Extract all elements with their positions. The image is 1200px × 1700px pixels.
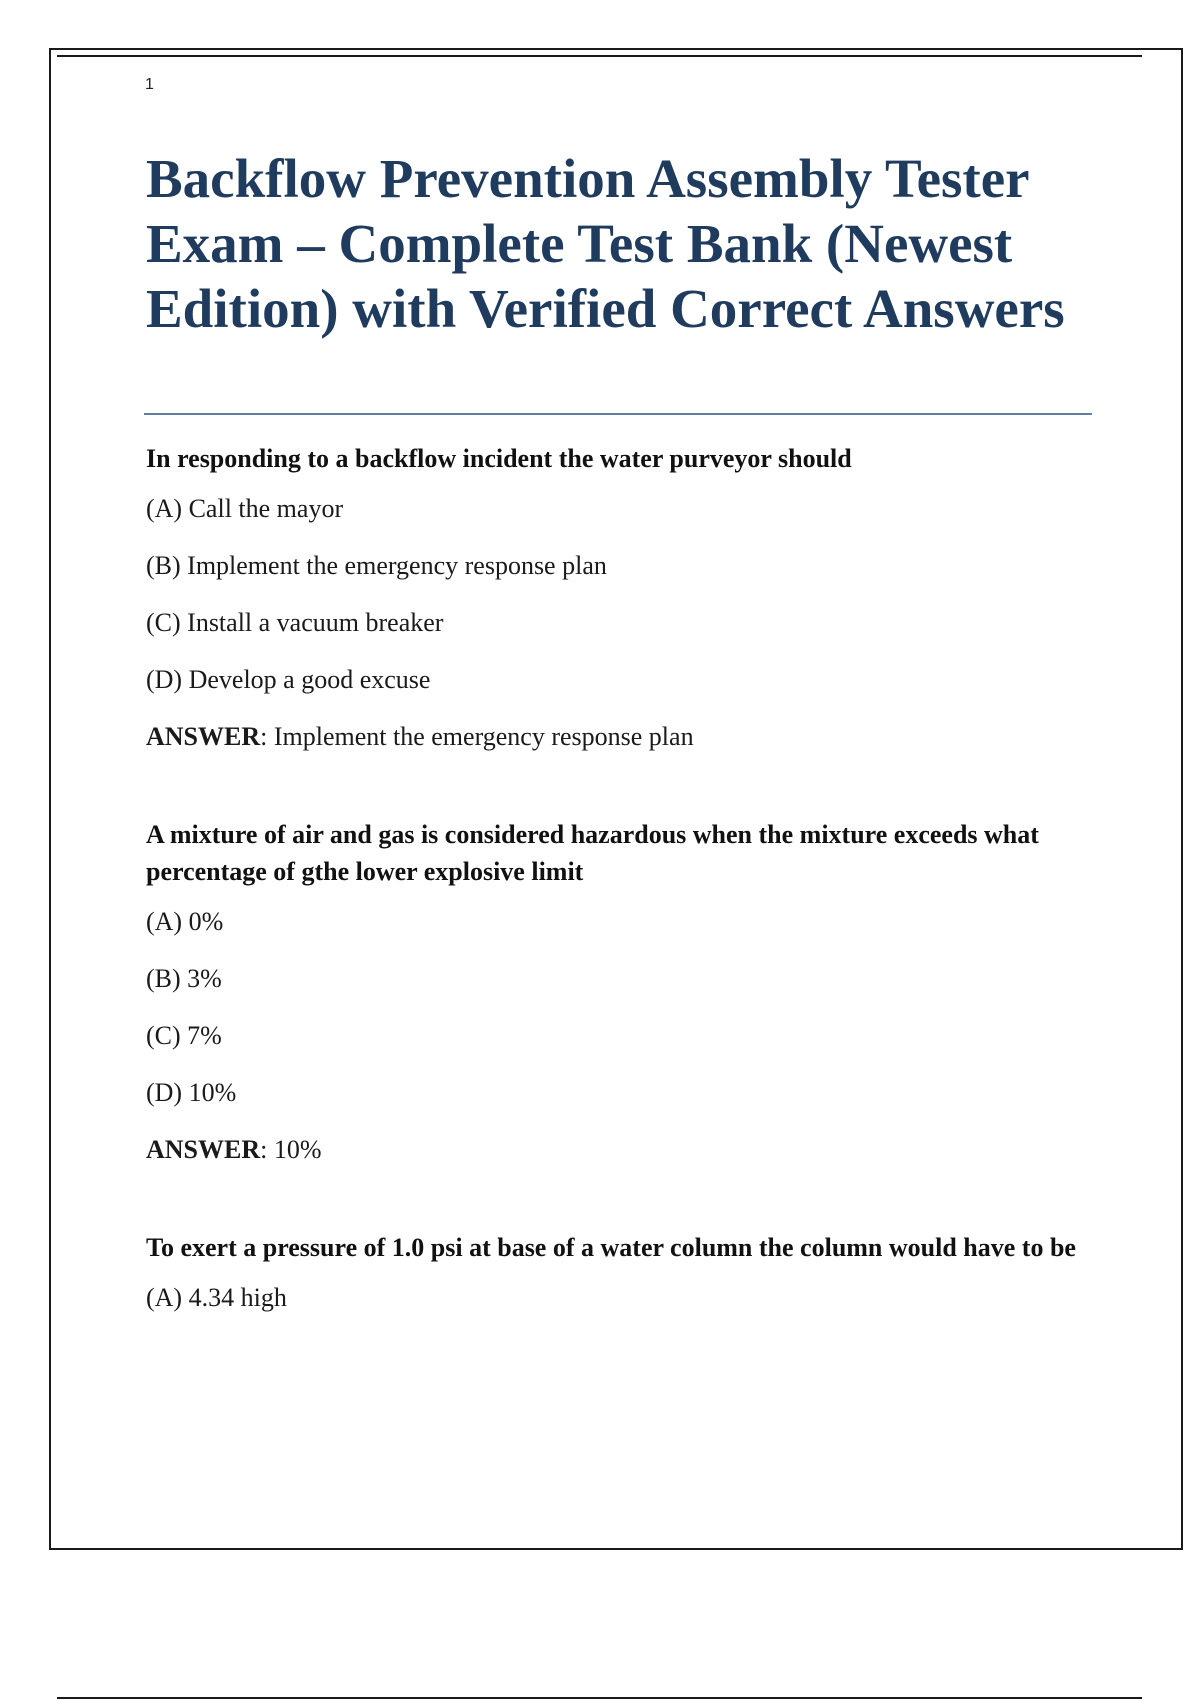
option-a: (A) Call the mayor	[146, 494, 344, 523]
answer-line	[146, 722, 1086, 752]
option-b: (B) 3%	[146, 964, 222, 993]
question-text: A mixture of air and gas is considered hazardous when the mixture exceeds what percentage of gthe lower explosive limit	[146, 820, 1039, 886]
option-d: (D) 10%	[146, 1078, 237, 1107]
question-text: In responding to a backflow incident the water purveyor should	[146, 444, 852, 473]
question-block-1	[146, 440, 1086, 752]
question-list	[146, 440, 1086, 1377]
answer-label: ANSWER	[146, 1135, 261, 1164]
option-c: (C) Install a vacuum breaker	[146, 608, 444, 637]
option-b: (B) Implement the emergency response plan	[146, 551, 607, 580]
question-block-2	[146, 816, 1086, 1165]
option-c: (C) 7%	[146, 1021, 222, 1050]
answer-text: : Implement the emergency response plan	[260, 722, 694, 751]
title-underline	[144, 413, 1092, 415]
option-a: (A) 4.34 high	[146, 1283, 287, 1312]
page-number: 1	[145, 76, 154, 93]
question-block-3	[146, 1229, 1086, 1313]
option-d: (D) Develop a good excuse	[146, 665, 431, 694]
answer-line	[146, 1135, 1086, 1165]
answer-label: ANSWER	[146, 722, 261, 751]
header-rule	[57, 55, 1142, 57]
document-title: Backflow Prevention Assembly Tester Exam – Complete Test Bank (Newest Edition) with Verified Correct Answers	[146, 148, 1065, 339]
question-text: To exert a pressure of 1.0 psi at base of a water column the column would have to be	[146, 1233, 1076, 1262]
option-a: (A) 0%	[146, 907, 224, 936]
answer-text: : 10%	[260, 1135, 322, 1164]
next-page-rule	[57, 1697, 1142, 1699]
